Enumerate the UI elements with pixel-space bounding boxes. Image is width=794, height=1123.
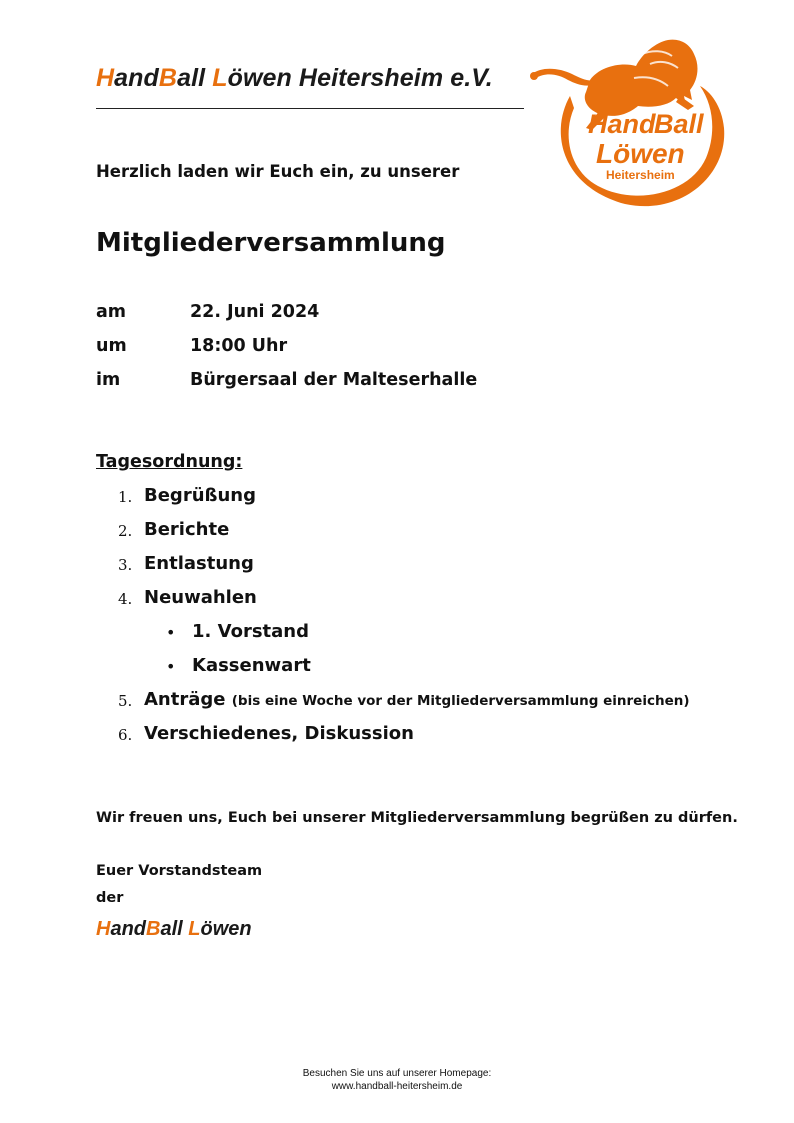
signature-club-name bbox=[96, 918, 252, 941]
signature-part-4: all bbox=[160, 918, 189, 940]
agenda-item-number: 2. bbox=[118, 522, 133, 540]
footer-homepage-link[interactable]: www.handball-heitersheim.de bbox=[331, 1081, 463, 1092]
signature-part-6: öwen bbox=[200, 918, 252, 940]
agenda-item-number: 5. bbox=[118, 692, 133, 710]
letterhead-part-6: öwen Heitersheim e.V. bbox=[227, 64, 493, 92]
bullet-icon: • bbox=[166, 623, 176, 642]
footer-line-1: Besuchen Sie uns auf unserer Homepage: bbox=[302, 1068, 492, 1079]
agenda-item-text bbox=[144, 689, 690, 710]
agenda-item-text: Begrüßung bbox=[144, 485, 256, 506]
letterhead-divider bbox=[96, 108, 524, 109]
logo-text-hand: Hand bbox=[588, 109, 656, 139]
signature-part-1: H bbox=[96, 918, 111, 940]
letterhead-title bbox=[96, 64, 493, 93]
detail-location bbox=[96, 370, 477, 390]
agenda-item-number: 6. bbox=[118, 726, 133, 744]
detail-location-label: im bbox=[96, 370, 121, 390]
detail-time-label: um bbox=[96, 336, 127, 356]
agenda-subitem-text: Kassenwart bbox=[192, 655, 311, 676]
agenda-item-text: Berichte bbox=[144, 519, 230, 540]
signature-line-1: Euer Vorstandsteam bbox=[96, 863, 263, 879]
letterhead-part-3: B bbox=[158, 64, 178, 92]
club-logo bbox=[530, 36, 730, 208]
detail-time bbox=[96, 336, 287, 356]
agenda-item-number: 1. bbox=[118, 488, 133, 506]
agenda-item-number: 4. bbox=[118, 590, 133, 608]
agenda-item-number: 3. bbox=[118, 556, 133, 574]
agenda-item-text: Neuwahlen bbox=[144, 587, 257, 608]
agenda-heading: Tagesordnung: bbox=[96, 452, 243, 472]
signature-part-5: L bbox=[188, 918, 201, 940]
agenda-item-text: Entlastung bbox=[144, 553, 254, 574]
agenda-item-note: (bis eine Woche vor der Mitgliederversammlung einreichen) bbox=[231, 693, 690, 709]
detail-date bbox=[96, 302, 319, 322]
detail-date-value: 22. Juni 2024 bbox=[190, 302, 320, 322]
event-title: Mitgliederversammlung bbox=[96, 228, 446, 258]
signature-part-2: and bbox=[110, 918, 147, 940]
signature-line-2: der bbox=[96, 890, 124, 906]
signature-part-3: B bbox=[146, 918, 161, 940]
logo-text-ball: Ball bbox=[654, 109, 704, 139]
agenda-subitem-text: 1. Vorstand bbox=[192, 621, 309, 642]
logo-text-heitersheim: Heitersheim bbox=[606, 168, 675, 182]
agenda-item-label: Anträge bbox=[144, 689, 226, 710]
agenda-item-text: Verschiedenes, Diskussion bbox=[144, 723, 414, 744]
letterhead-part-4: all bbox=[177, 64, 213, 92]
intro-text: Herzlich laden wir Euch ein, zu unserer bbox=[96, 162, 460, 181]
detail-date-label: am bbox=[96, 302, 127, 322]
bullet-icon: • bbox=[166, 657, 176, 676]
detail-time-value: 18:00 Uhr bbox=[190, 336, 288, 356]
detail-location-value: Bürgersaal der Malteserhalle bbox=[190, 370, 478, 390]
logo-text-loewen: Löwen bbox=[596, 138, 685, 169]
closing-text: Wir freuen uns, Euch bei unserer Mitgliederversammlung begrüßen zu dürfen. bbox=[96, 810, 738, 826]
letterhead-part-2: and bbox=[114, 64, 159, 92]
logo-lion-tail bbox=[532, 69, 596, 86]
letterhead-part-1: H bbox=[96, 64, 115, 92]
letterhead-part-5: L bbox=[212, 64, 228, 92]
